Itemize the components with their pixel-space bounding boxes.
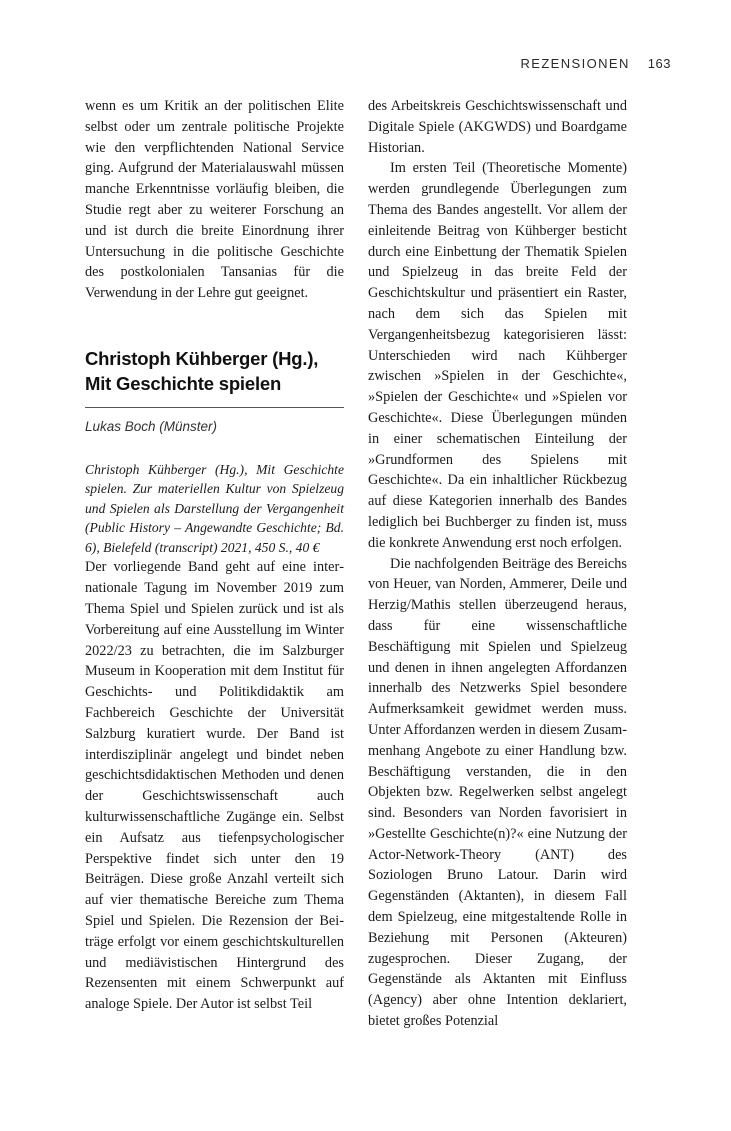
review-paragraph-3: Die nachfolgenden Beiträge des Bereichs von Heuer, van Norden, Ammerer, Deile und Herzig/Mathis stellen überzeugend heraus, dass für eine wissenschaftliche Beschäftigung mit Spielen und Spielzeug und denen in ihnen angelegten Affordanzen innerhalb des Netzwerks Spiel besondere Aufmerksamkeit gewidmet werden muss. Unter Affordanzen werden in diesem Zusammenhang Angebote zu einer Handlung bzw. Beschäftigung verstanden, die in den Objekten bzw. Regelwerken selbst angelegt sind. Besonders van Norden favorisiert in »Gestellte Geschichte(n)?« eine Nutzung der Actor-Network-Theory (ANT) des Soziologen Bruno Latour. Darin wird Gegenständen (Aktanten), in diesem Fall dem Spielzeug, eine mitgestaltende Rolle in Beziehung mit Personen (Akteuren) zugesprochen. Dieser Zugang, der Gegenstände als Aktanten mit Einfluss (Agency) aber ohne Intention deklariert, bietet großes Potenzial: [368, 555, 627, 1030]
page-number: 163: [647, 56, 671, 71]
review-title-line-2: Mit Geschichte spielen: [85, 372, 282, 394]
previous-review-continuation: wenn es um Kritik an der politischen Elite selbst oder um zentrale politische Projekte wie den verpflichtenden National Service ging. Aufgrund der Materialauswahl müssen manche Erkenntnisse vorläufig bleiben, die Studie regt aber zu weiterer Forschung an und ist durch die breite Einordnung ihrer Untersuchung in die politische Geschichte des postkolonialen Tansanias für die Verwendung in der Lehre gut geeignet.: [85, 98, 344, 302]
left-column: [85, 96, 344, 1015]
right-column: [368, 96, 627, 1032]
bibliographic-reference: Christoph Kühberger (Hg.), Mit Geschichte spielen. Zur materiellen Kultur von Spielzeug und Spielen als Darstellung der Vergangenheit (Public History – Angewandte Geschichte; Bd. 6), Bielefeld (transcript) 2021, 450 S., 40 €: [85, 461, 344, 555]
title-divider: [85, 407, 344, 408]
review-title-line-1: Christoph Kühberger (Hg.),: [85, 347, 319, 369]
review-paragraph-2: Im ersten Teil (Theoretische Momente) werden grundlegende Überlegungen zum Thema des Bandes angestellt. Vor allem der einleitende Beitrag von Kühberger besticht durch eine Einbettung der Thematik Spielen und Spielzeug in das breite Feld der Geschichtskultur und präsentiert ein Raster, nach dem sich das Spielen mit Vergangenheitsbezug kategorisieren lässt: Unterschieden wird nach Kühberger zwischen »Spielen in der Geschichte«, »Spielen der Geschichte« und »Spielen vor Geschichte«. Diese Überlegungen münden in einer schematischen Einteilung der »Grundformen des Spielens mit Geschichte«. Da ein inhaltlicher Rückbezug auf diese Kategorien innerhalb des Bandes lediglich bei Buchberger zu finden ist, muss die konkrete Anwendung erst noch erfolgen.: [368, 160, 627, 551]
review-title: [85, 346, 344, 396]
running-head: [520, 56, 671, 71]
review-paragraph-1-continuation: des Arbeitskreis Geschichtswissenschaft und Digitale Spiele (AKGWDS) und Boardgame Historian.: [368, 98, 627, 156]
reviewer-name: Lukas Boch (Münster): [85, 418, 218, 434]
section-title: REZENSIONEN: [520, 56, 630, 71]
review-paragraph-1: Der vorliegende Band geht auf eine internationale Tagung im November 2019 zum Thema Spiel und Spielen zurück und ist als Vorbereitung auf eine Ausstellung im Winter 2022/23 zu betrachten, die im Salzburger Museum in Kooperation mit dem Institut für Geschichts- und Politikdidaktik am Fachbereich Geschichte der Universität Salzburg kuratiert wurde. Der Band ist interdisziplinär angelegt und bindet neben geschichtsdidaktischen Methoden und denen der Geschichtswissenschaft auch kulturwissenschaftliche Zugänge ein. Selbst ein Aufsatz aus tiefenpsychologischer Perspektive findet sich unter den 19 Beiträgen. Diese große Anzahl verteilt sich auf vier thematische Bereiche zum Thema Spiel und Spielen. Die Rezension der Beiträge erfolgt vor einem geschichtskulturellen und mediävistischen Hintergrund des Rezensenten mit einem Schwerpunkt auf analoge Spiele. Der Autor ist selbst Teil: [85, 559, 344, 1013]
